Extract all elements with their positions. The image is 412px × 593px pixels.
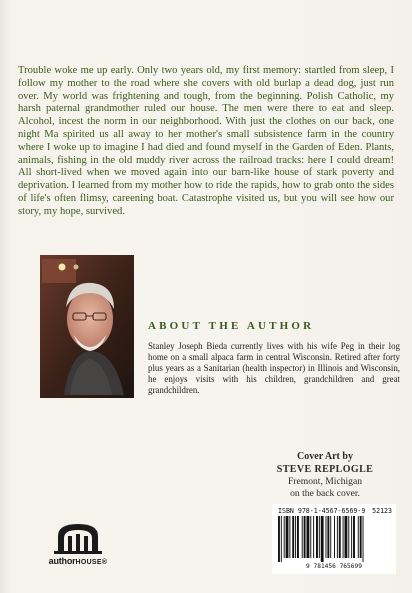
barcode-bar bbox=[326, 516, 327, 558]
barcode-bar bbox=[345, 516, 348, 558]
about-author-heading: ABOUT THE AUTHOR bbox=[148, 320, 315, 332]
barcode-bar bbox=[313, 516, 314, 558]
cover-art-note: on the back cover. bbox=[290, 488, 360, 499]
barcode-bar bbox=[310, 516, 311, 558]
barcode-bar bbox=[304, 516, 306, 558]
barcode-bar bbox=[316, 516, 318, 558]
barcode-bar bbox=[363, 516, 364, 562]
publisher-name bbox=[38, 556, 118, 566]
barcode-bar bbox=[297, 516, 299, 558]
barcode-bar bbox=[337, 516, 338, 558]
publisher-logo bbox=[38, 522, 118, 572]
barcode-bar bbox=[358, 516, 359, 558]
publisher-name-suffix: HOUSE bbox=[75, 559, 102, 566]
authorhouse-book-arch-icon bbox=[52, 522, 104, 554]
isbn-label bbox=[278, 507, 392, 515]
cover-art-label: Cover Art by bbox=[297, 451, 353, 462]
cover-art-credit bbox=[250, 450, 400, 500]
author-photo bbox=[40, 255, 134, 398]
cover-artist-location: Fremont, Michigan bbox=[287, 476, 363, 487]
isbn-number: ISBN 978-1-4567-6569-9 bbox=[278, 507, 366, 515]
barcode-bar bbox=[302, 516, 303, 558]
barcode-bar bbox=[319, 516, 320, 558]
barcode-bar bbox=[339, 516, 341, 558]
barcode-bar bbox=[348, 516, 349, 558]
barcode-bar bbox=[289, 516, 290, 558]
barcode-bar bbox=[286, 516, 289, 558]
barcode-bar bbox=[281, 516, 282, 562]
cover-artist-name: STEVE REPLOGLE bbox=[276, 464, 374, 475]
barcode-bar bbox=[360, 516, 362, 558]
isbn-barcode bbox=[272, 504, 396, 574]
author-bio: Stanley Joseph Bieda currently lives with his wife Peg in their log home on a small alpaca farm in central Wisconsin. Retired after forty plus years as a Sanitarian (health inspector) in Illinois and Wisconsin, he enjoys visits with his children, grandchildren and great grandchildren. bbox=[148, 341, 400, 395]
barcode-bar bbox=[321, 516, 324, 562]
publisher-trademark: ® bbox=[101, 559, 108, 566]
book-blurb: Trouble woke me up early. Only two years old, my first memory: startled from sleep, I follow my mother to the road where she covers with old burlap a dead dog, just run over. My world was frightening and tough, from the beginning. Polish Catholic, my harsh paternal grandmother ruled our house. The men were there to eat and sleep. Alcohol, incest the norm in our neighborhood. With just the clothes on our back, one night Ma spirited us all away to her mother's small subsistence farm in the country where I woke up to imagine I had died and found myself in the Garden of Eden. Plants, animals, fishing in the old muddy river across the railroad tracks: here I could dream! All short-lived when we moved again into our barn-like house of stark poverty and deprivation. I learned from my mother how to ride the rapids, how to grab onto the sides of life's often flimsy, careening boat. Catastrophe visited us, but you will see how our story, my hope, survived. bbox=[18, 65, 394, 217]
barcode-bar bbox=[292, 516, 294, 558]
barcode-bar bbox=[307, 516, 310, 558]
barcode-bar bbox=[343, 516, 344, 558]
price-code: 52123 bbox=[372, 507, 392, 515]
barcode-digits: 9 781456 765699 bbox=[306, 563, 362, 570]
barcode-bar bbox=[353, 516, 355, 558]
barcode-bar bbox=[278, 516, 280, 562]
barcode-bar bbox=[327, 516, 329, 558]
barcode-bars bbox=[276, 516, 392, 562]
barcode-bar bbox=[330, 516, 331, 558]
barcode-bar bbox=[284, 516, 285, 558]
barcode-bar bbox=[295, 516, 296, 558]
publisher-name-main: author bbox=[48, 556, 76, 566]
barcode-bar bbox=[351, 516, 352, 558]
barcode-bar bbox=[334, 516, 335, 558]
